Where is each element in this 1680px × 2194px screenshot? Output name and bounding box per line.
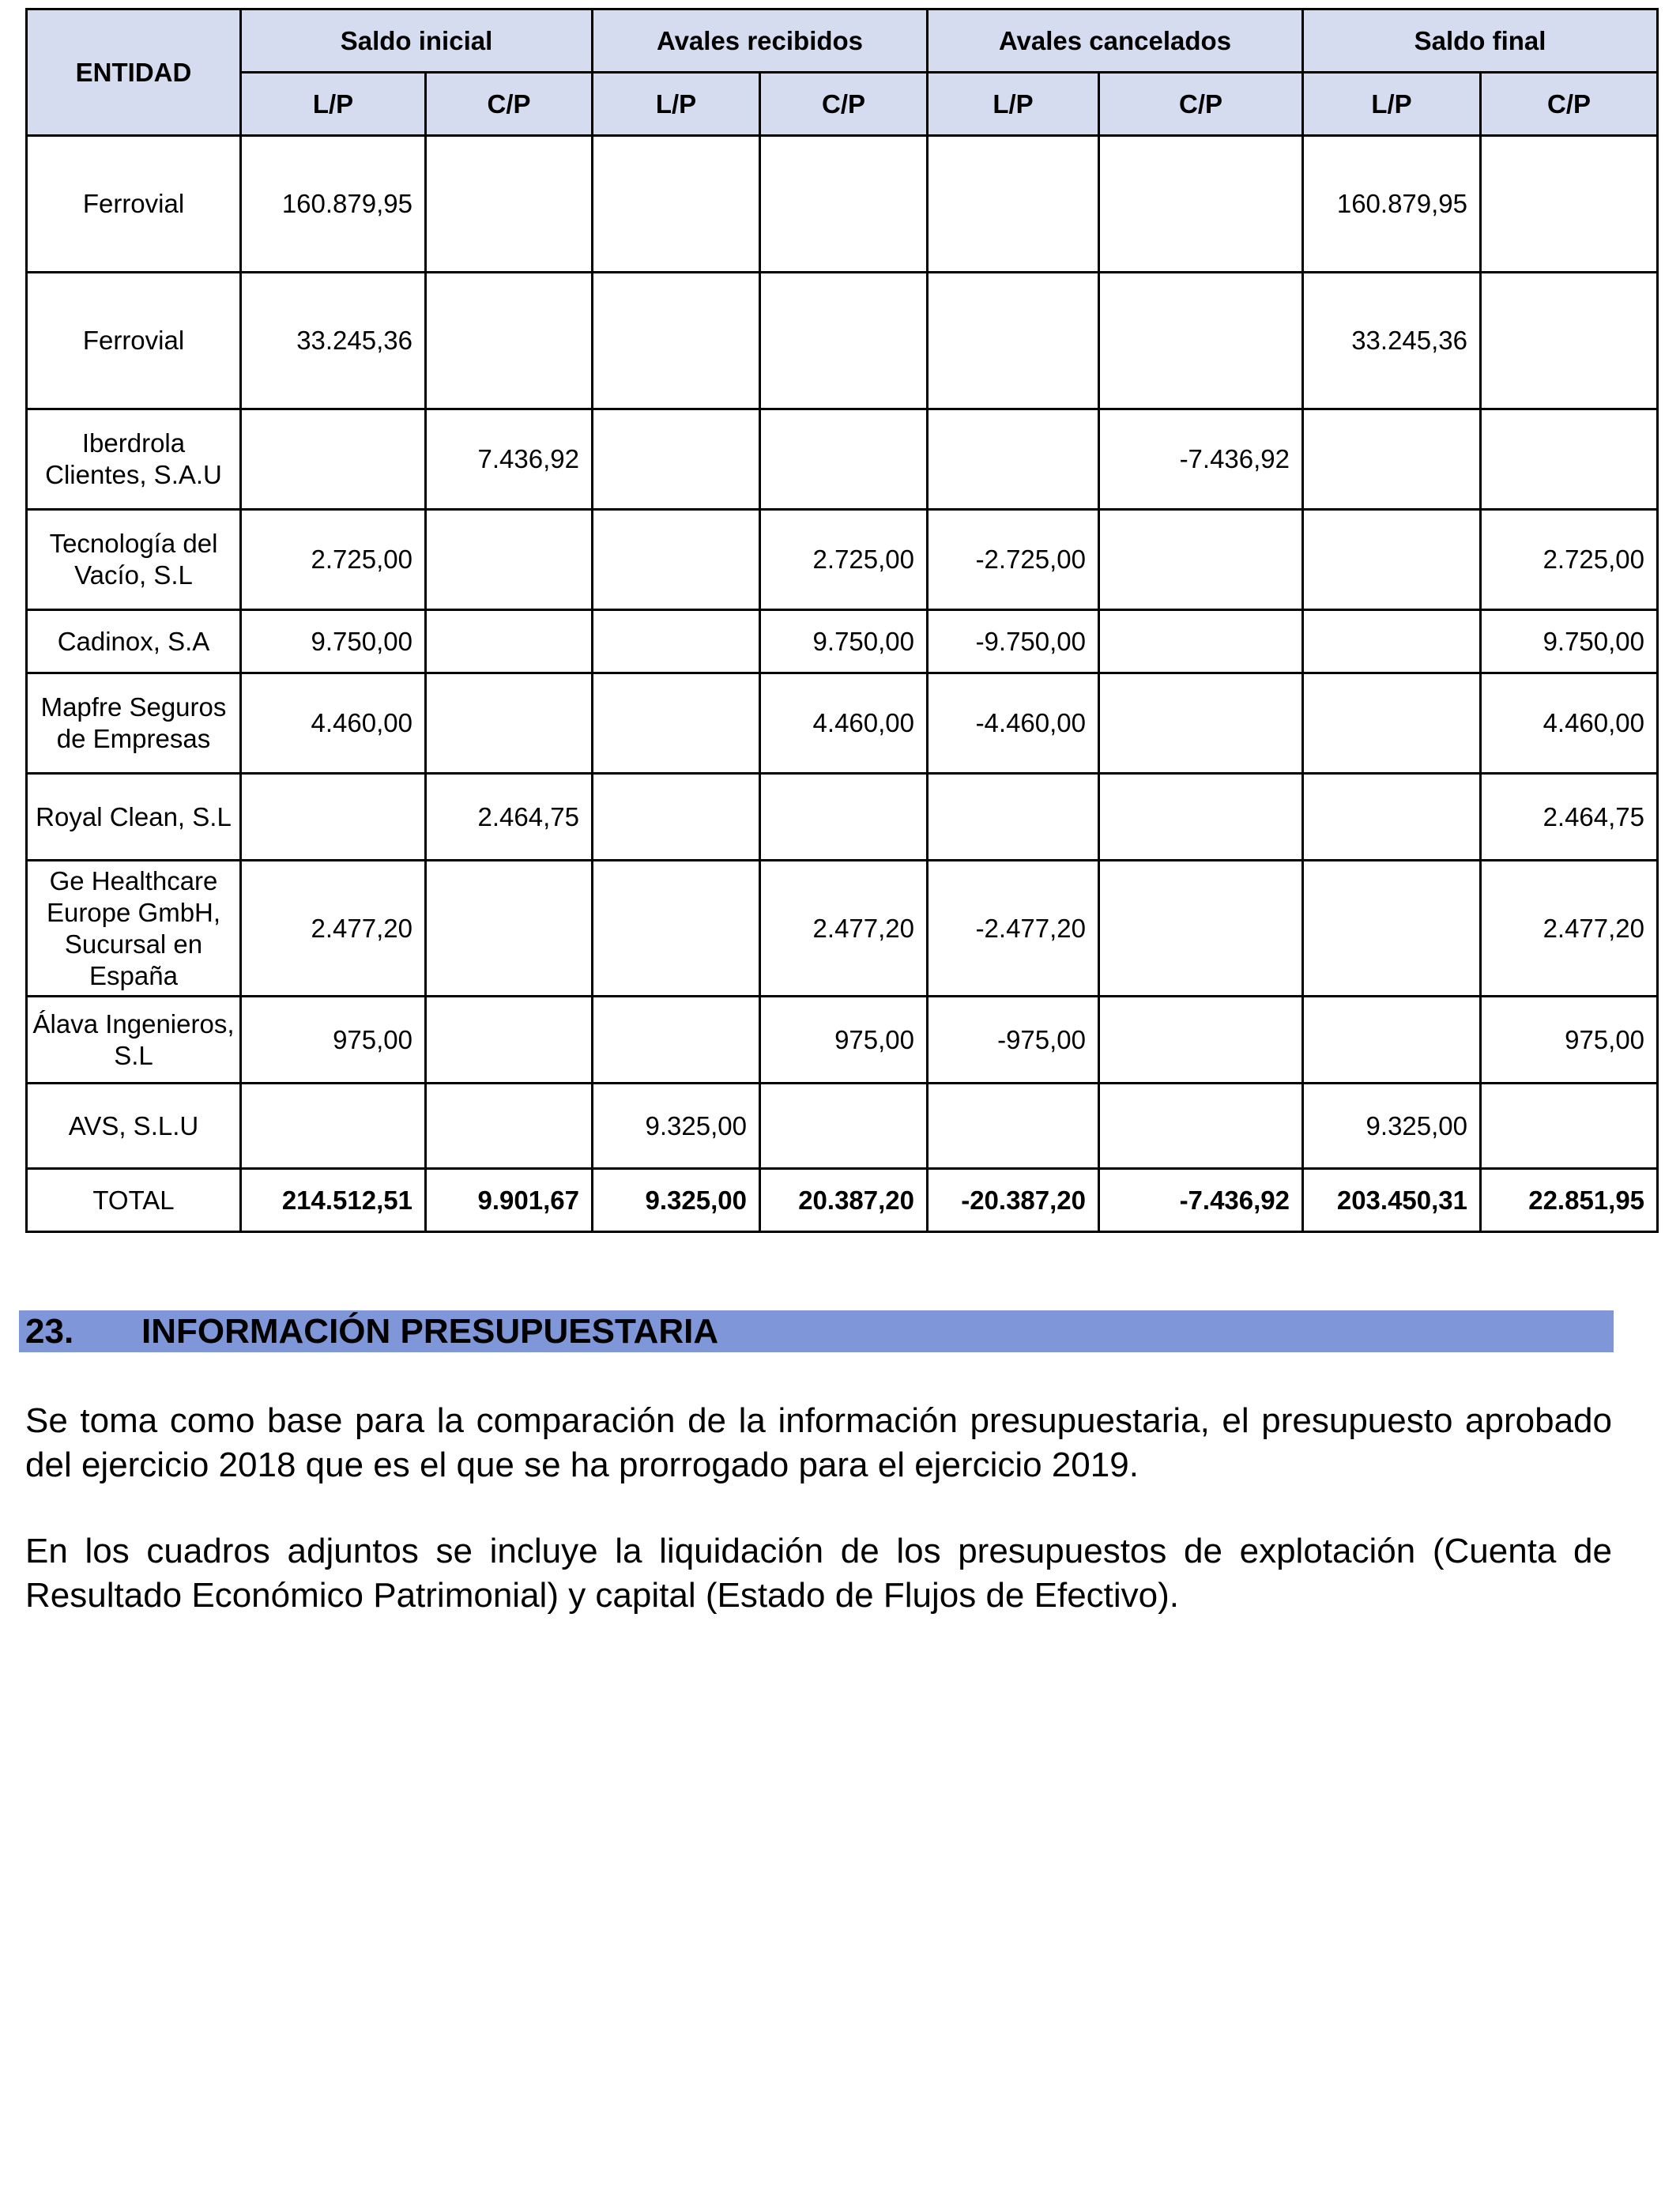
entity-cell: TOTAL — [27, 1169, 241, 1232]
avales-table — [25, 8, 1659, 1233]
value-cell — [593, 997, 760, 1084]
table-row — [27, 1084, 1658, 1169]
value-cell — [1099, 510, 1303, 610]
value-cell — [1481, 409, 1658, 510]
table-row — [27, 774, 1658, 861]
header-term: C/P — [426, 73, 593, 136]
value-cell — [426, 136, 593, 273]
entity-cell: Royal Clean, S.L — [27, 774, 241, 861]
value-cell: -9.750,00 — [928, 610, 1099, 673]
value-cell — [1099, 997, 1303, 1084]
value-cell — [426, 673, 593, 774]
value-cell — [928, 774, 1099, 861]
value-cell: -7.436,92 — [1099, 1169, 1303, 1232]
value-cell: 4.460,00 — [241, 673, 426, 774]
section-heading — [19, 1310, 1614, 1352]
value-cell — [1099, 610, 1303, 673]
value-cell: -20.387,20 — [928, 1169, 1099, 1232]
entity-cell: Ge Healthcare Europe GmbH, Sucursal en España — [27, 861, 241, 997]
header-avales-recibidos: Avales recibidos — [593, 9, 928, 73]
value-cell: -4.460,00 — [928, 673, 1099, 774]
header-term: C/P — [1481, 73, 1658, 136]
value-cell — [1099, 774, 1303, 861]
table-row — [27, 510, 1658, 610]
header-avales-cancelados: Avales cancelados — [928, 9, 1303, 73]
value-cell — [1303, 774, 1481, 861]
value-cell: 160.879,95 — [241, 136, 426, 273]
value-cell: -975,00 — [928, 997, 1099, 1084]
value-cell — [1303, 673, 1481, 774]
header-entity: ENTIDAD — [27, 9, 241, 136]
value-cell: 9.325,00 — [593, 1169, 760, 1232]
value-cell — [1481, 1084, 1658, 1169]
header-row-terms — [27, 73, 1658, 136]
value-cell — [593, 673, 760, 774]
value-cell: 9.750,00 — [760, 610, 928, 673]
value-cell — [1481, 136, 1658, 273]
value-cell — [1303, 997, 1481, 1084]
value-cell — [760, 136, 928, 273]
value-cell — [593, 136, 760, 273]
value-cell: 2.725,00 — [1481, 510, 1658, 610]
entity-cell: Álava Ingenieros, S.L — [27, 997, 241, 1084]
value-cell — [760, 774, 928, 861]
value-cell — [1099, 1084, 1303, 1169]
value-cell: 20.387,20 — [760, 1169, 928, 1232]
value-cell: 2.464,75 — [1481, 774, 1658, 861]
value-cell — [426, 997, 593, 1084]
value-cell — [1481, 273, 1658, 409]
value-cell: 9.901,67 — [426, 1169, 593, 1232]
value-cell — [426, 610, 593, 673]
value-cell — [928, 273, 1099, 409]
header-row-groups — [27, 9, 1658, 73]
value-cell — [1099, 273, 1303, 409]
table-row — [27, 409, 1658, 510]
header-saldo-final: Saldo final — [1303, 9, 1658, 73]
value-cell — [426, 861, 593, 997]
value-cell: 2.725,00 — [760, 510, 928, 610]
value-cell: 975,00 — [241, 997, 426, 1084]
value-cell — [928, 409, 1099, 510]
value-cell: 2.477,20 — [241, 861, 426, 997]
table-row — [27, 997, 1658, 1084]
value-cell: 975,00 — [760, 997, 928, 1084]
table-body — [27, 136, 1658, 1232]
header-term: L/P — [928, 73, 1099, 136]
value-cell: -7.436,92 — [1099, 409, 1303, 510]
value-cell — [1099, 861, 1303, 997]
header-term: L/P — [1303, 73, 1481, 136]
value-cell — [593, 861, 760, 997]
value-cell: 22.851,95 — [1481, 1169, 1658, 1232]
value-cell — [1303, 610, 1481, 673]
value-cell: 7.436,92 — [426, 409, 593, 510]
table-row — [27, 610, 1658, 673]
section-title: INFORMACIÓN PRESUPUESTARIA — [141, 1312, 719, 1351]
header-term: C/P — [1099, 73, 1303, 136]
value-cell: 2.725,00 — [241, 510, 426, 610]
value-cell — [241, 409, 426, 510]
value-cell — [593, 510, 760, 610]
entity-cell: Ferrovial — [27, 136, 241, 273]
table-row — [27, 673, 1658, 774]
value-cell: 2.477,20 — [1481, 861, 1658, 997]
header-saldo-inicial: Saldo inicial — [241, 9, 593, 73]
entity-cell: Tecnología del Vacío, S.L — [27, 510, 241, 610]
table-row — [27, 861, 1658, 997]
value-cell: 4.460,00 — [760, 673, 928, 774]
entity-cell: Ferrovial — [27, 273, 241, 409]
value-cell — [593, 409, 760, 510]
header-term: L/P — [593, 73, 760, 136]
entity-cell: AVS, S.L.U — [27, 1084, 241, 1169]
value-cell — [593, 610, 760, 673]
value-cell: 9.750,00 — [1481, 610, 1658, 673]
header-term: C/P — [760, 73, 928, 136]
value-cell — [928, 1084, 1099, 1169]
header-term: L/P — [241, 73, 426, 136]
entity-cell: Cadinox, S.A — [27, 610, 241, 673]
entity-cell: Iberdrola Clientes, S.A.U — [27, 409, 241, 510]
value-cell — [593, 273, 760, 409]
total-row — [27, 1169, 1658, 1232]
table-row — [27, 136, 1658, 273]
value-cell: 160.879,95 — [1303, 136, 1481, 273]
value-cell — [928, 136, 1099, 273]
value-cell — [1303, 510, 1481, 610]
value-cell: -2.725,00 — [928, 510, 1099, 610]
value-cell: 2.464,75 — [426, 774, 593, 861]
value-cell: 975,00 — [1481, 997, 1658, 1084]
value-cell — [241, 1084, 426, 1169]
value-cell — [760, 409, 928, 510]
paragraph: Se toma como base para la comparación de la información presupuestaria, el presupuesto aprobado del ejercicio 2018 que es el que se ha prorrogado para el ejercicio 2019. — [25, 1401, 1612, 1484]
value-cell — [1303, 861, 1481, 997]
paragraph: En los cuadros adjuntos se incluye la liquidación de los presupuestos de explotación (Cuenta de Resultado Económico Patrimonial) y capital (Estado de Flujos de Efectivo). — [25, 1532, 1612, 1615]
value-cell: 214.512,51 — [241, 1169, 426, 1232]
value-cell: 33.245,36 — [1303, 273, 1481, 409]
table-row — [27, 273, 1658, 409]
value-cell: 9.750,00 — [241, 610, 426, 673]
value-cell: 9.325,00 — [1303, 1084, 1481, 1169]
value-cell — [760, 273, 928, 409]
value-cell: 33.245,36 — [241, 273, 426, 409]
value-cell — [426, 1084, 593, 1169]
value-cell — [241, 774, 426, 861]
value-cell — [760, 1084, 928, 1169]
value-cell — [1099, 136, 1303, 273]
value-cell: 9.325,00 — [593, 1084, 760, 1169]
value-cell — [426, 510, 593, 610]
value-cell — [1303, 409, 1481, 510]
entity-cell: Mapfre Seguros de Empresas — [27, 673, 241, 774]
value-cell: 203.450,31 — [1303, 1169, 1481, 1232]
value-cell — [426, 273, 593, 409]
value-cell: 4.460,00 — [1481, 673, 1658, 774]
value-cell — [593, 774, 760, 861]
value-cell: 2.477,20 — [760, 861, 928, 997]
section-number: 23. — [25, 1312, 74, 1351]
value-cell — [1099, 673, 1303, 774]
value-cell: -2.477,20 — [928, 861, 1099, 997]
